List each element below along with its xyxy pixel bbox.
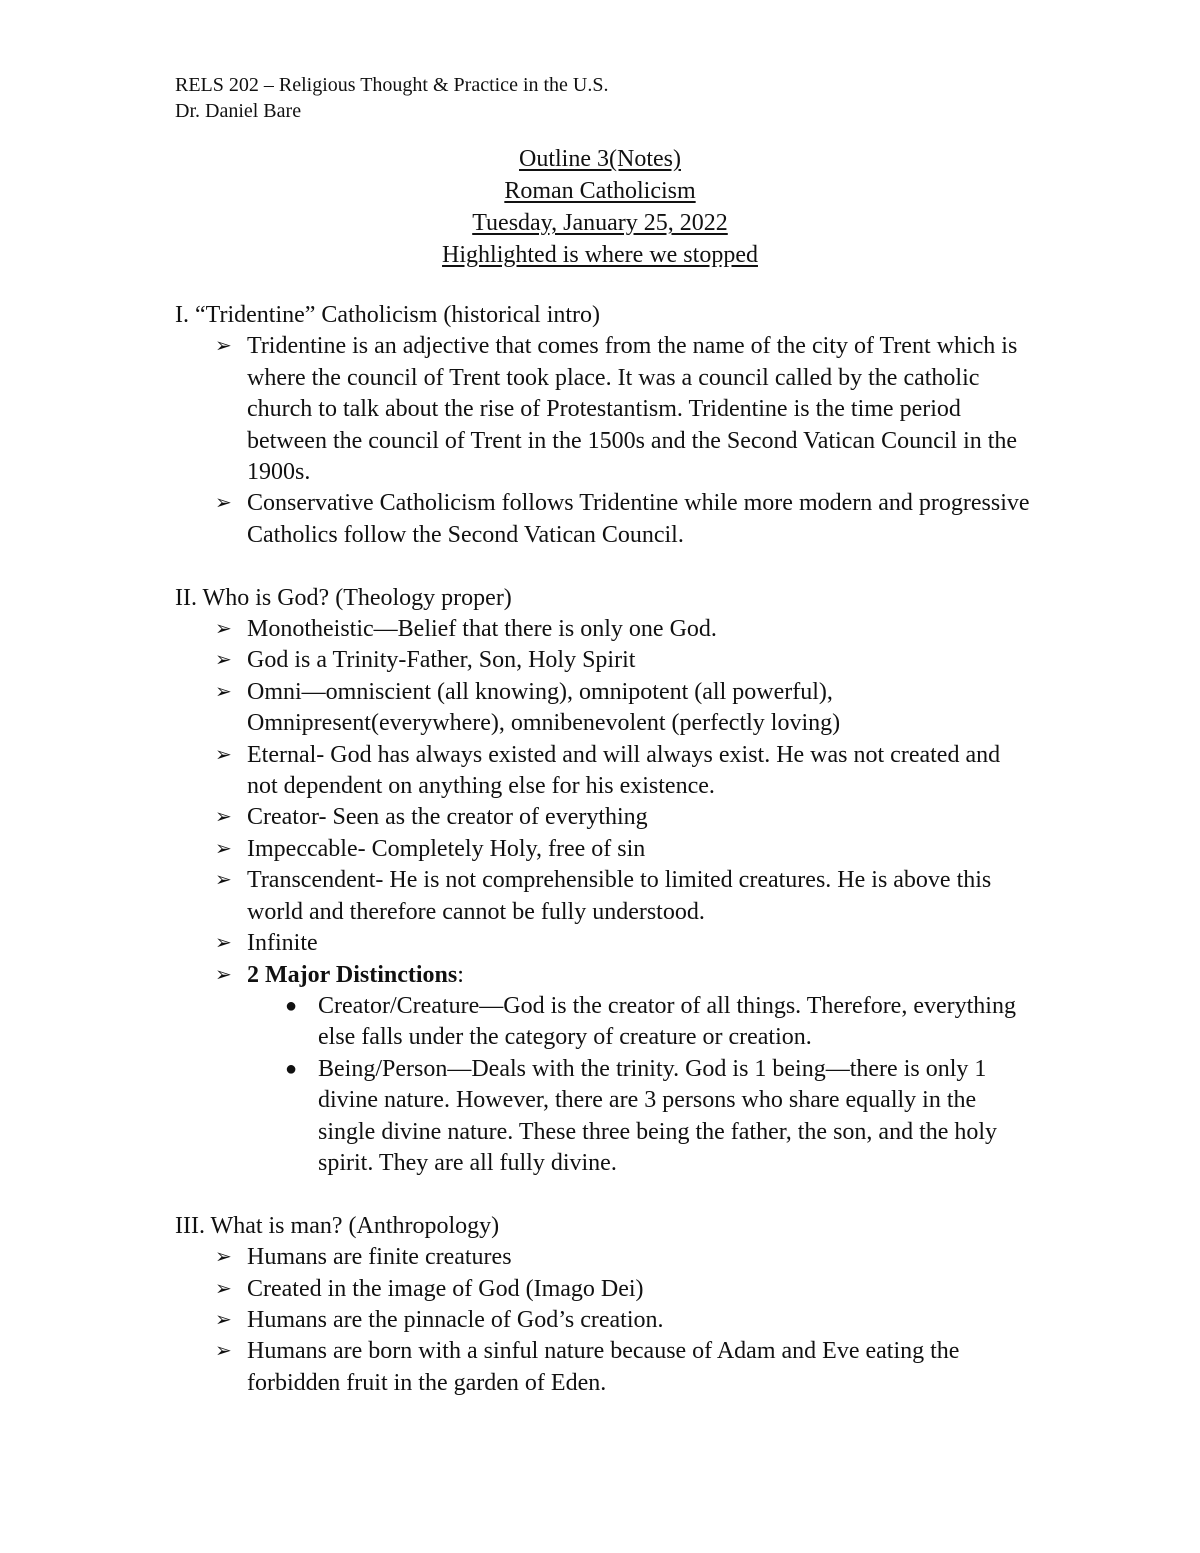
instructor-name: Dr. Daniel Bare — [175, 100, 302, 122]
arrow-bullet-icon: ➢ — [215, 932, 232, 955]
arrow-bullet-icon: ➢ — [215, 869, 232, 892]
list-item — [175, 865, 1035, 928]
bullet-list — [175, 614, 1035, 1179]
section-heading: III. What is man? (Anthropology) — [175, 1212, 500, 1239]
list-item — [175, 645, 1035, 676]
arrow-bullet-icon: ➢ — [215, 1308, 232, 1331]
arrow-bullet-icon: ➢ — [215, 963, 232, 986]
list-item — [175, 1305, 1035, 1336]
list-item-text: God is a Trinity-Father, Son, Holy Spirit — [247, 647, 636, 674]
list-item — [175, 834, 1035, 865]
arrow-bullet-icon: ➢ — [215, 743, 232, 766]
outline-content — [175, 300, 1035, 1431]
list-item — [175, 331, 1035, 488]
section-tridentine — [175, 300, 1035, 551]
list-item-text: Transcendent- He is not comprehensible to limited creatures. He is above this world and therefore cannot be fully understood. — [247, 867, 992, 925]
sub-bullet-list — [247, 991, 1035, 1179]
arrow-bullet-icon: ➢ — [215, 335, 232, 358]
list-item — [175, 488, 1035, 551]
arrow-bullet-icon: ➢ — [215, 649, 232, 672]
section-who-is-god — [175, 583, 1035, 1180]
list-item — [175, 677, 1035, 740]
document-header — [175, 72, 609, 124]
list-item — [175, 614, 1035, 645]
list-item — [175, 740, 1035, 803]
list-item-text: Humans are born with a sinful nature because of Adam and Eve eating the forbidden fruit in the garden of Eden. — [247, 1338, 960, 1396]
sub-list-item-text: Being/Person—Deals with the trinity. God is 1 being—there is only 1 divine nature. However, there are 3 persons who share equally in the single divine nature. These three being the father, the son, and the holy spirit. They are all fully divine. — [318, 1055, 998, 1176]
sub-list-item — [247, 991, 1035, 1054]
sub-list-item-text: Creator/Creature—God is the creator of all things. Therefore, everything else falls under the category of creature or creation. — [318, 992, 1016, 1051]
title-block — [0, 143, 1200, 271]
arrow-bullet-icon: ➢ — [215, 1277, 232, 1300]
section-heading: II. Who is God? (Theology proper) — [175, 584, 512, 611]
list-item-text: Monotheistic—Belief that there is only one God. — [247, 616, 717, 643]
list-item-text: Omni—omniscient (all knowing), omnipotent (all powerful), Omnipresent(everywhere), omnibenevolent (perfectly loving) — [247, 678, 841, 737]
dot-bullet-icon: ● — [285, 994, 298, 1017]
list-item-text: Created in the image of God (Imago Dei) — [247, 1275, 644, 1302]
list-item-distinctions — [175, 960, 1035, 1180]
course-title: RELS 202 – Religious Thought & Practice in the U.S. — [175, 74, 609, 96]
arrow-bullet-icon: ➢ — [215, 837, 232, 860]
dot-bullet-icon: ● — [285, 1057, 298, 1080]
section-what-is-man — [175, 1211, 1035, 1399]
list-item-text: Infinite — [247, 930, 318, 957]
list-item-text: Humans are finite creatures — [247, 1244, 512, 1271]
list-item — [175, 1336, 1035, 1399]
list-item-text: Conservative Catholicism follows Tridentine while more modern and progressive Catholics follow the Second Vatican Council. — [247, 490, 1030, 548]
arrow-bullet-icon: ➢ — [215, 806, 232, 829]
list-item-text: Humans are the pinnacle of God’s creation. — [247, 1306, 664, 1333]
highlight-note: Highlighted is where we stopped — [442, 242, 758, 268]
sub-list-item — [247, 1054, 1035, 1180]
distinctions-colon: : — [457, 961, 464, 988]
date-title: Tuesday, January 25, 2022 — [472, 210, 728, 236]
list-item-text: Creator- Seen as the creator of everything — [247, 804, 648, 831]
list-item-text: Impeccable- Completely Holy, free of sin — [247, 835, 646, 862]
arrow-bullet-icon: ➢ — [215, 680, 232, 703]
list-item-text: Eternal- God has always existed and will always exist. He was not created and not dependent on anything else for his existence. — [247, 741, 1001, 800]
outline-title: Outline 3(Notes) — [519, 146, 681, 172]
bullet-list — [175, 1242, 1035, 1399]
arrow-bullet-icon: ➢ — [215, 492, 232, 515]
list-item — [175, 928, 1035, 959]
arrow-bullet-icon: ➢ — [215, 618, 232, 641]
list-item — [175, 1242, 1035, 1273]
list-item-text: Tridentine is an adjective that comes from the name of the city of Trent which is where the council of Trent took place. It was a council called by the catholic church to talk about the rise of Protestantism. Tridentine is the time period between the council of Trent in the 1500s and the Second Vatican Council in the 1900s. — [247, 333, 1018, 486]
list-item — [175, 1274, 1035, 1305]
bullet-list — [175, 331, 1035, 551]
list-item — [175, 802, 1035, 833]
section-heading: I. “Tridentine” Catholicism (historical intro) — [175, 302, 601, 328]
distinctions-label: 2 Major Distinctions — [247, 961, 458, 988]
topic-title: Roman Catholicism — [504, 178, 696, 204]
arrow-bullet-icon: ➢ — [215, 1246, 232, 1269]
arrow-bullet-icon: ➢ — [215, 1340, 232, 1363]
